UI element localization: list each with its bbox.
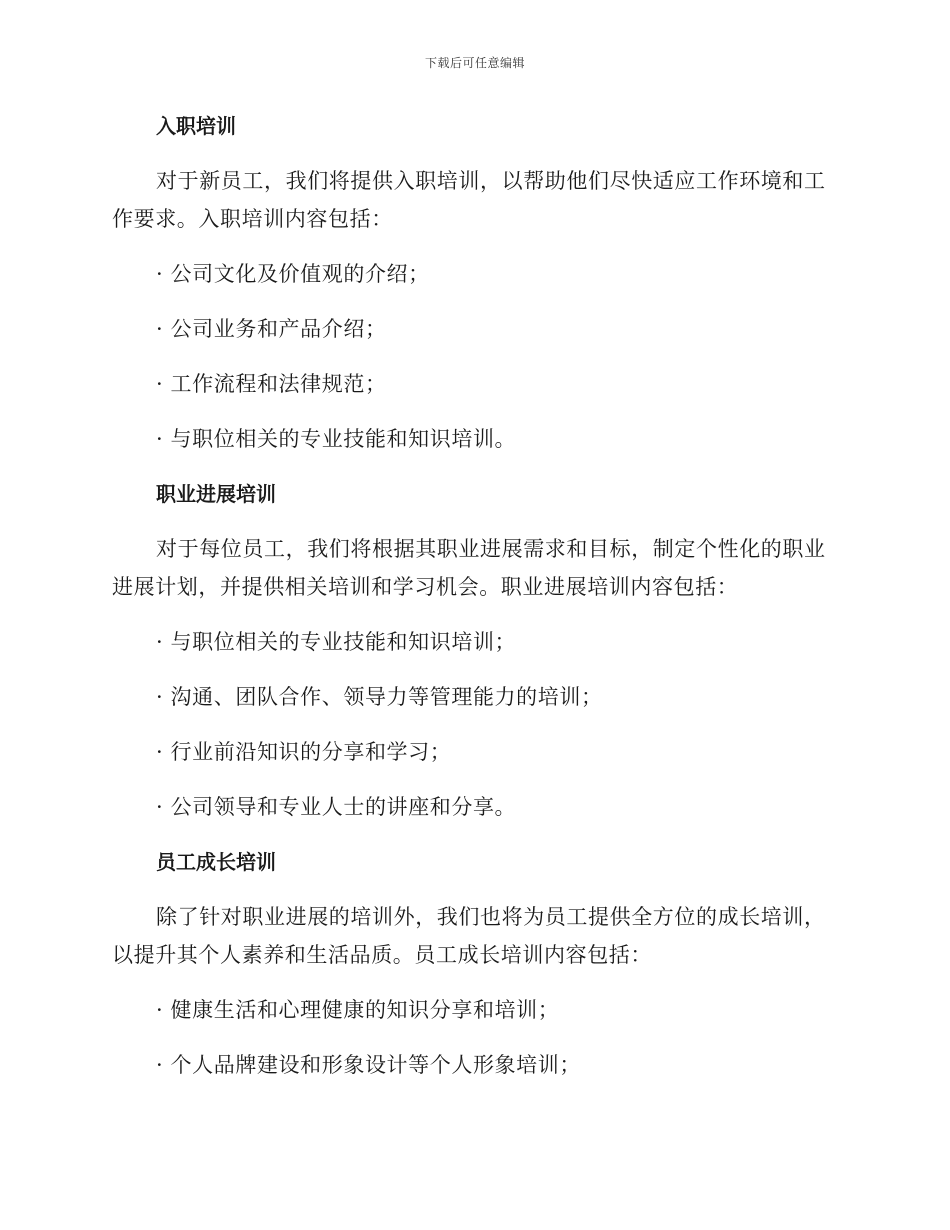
bullet-item: · 沟通、团队合作、领导力等管理能力的培训； [156,685,603,709]
header-note: 下载后可任意编辑 [424,56,525,70]
bullet-item: · 与职位相关的专业技能和知识培训。 [156,427,517,451]
document-body [112,108,840,1102]
bullet-item: · 与职位相关的专业技能和知识培训； [156,630,517,654]
section-heading: 员工成长培训 [156,850,276,874]
section-paragraph: 除了针对职业进展的培训外，我们也将为员工提供全方位的成长培训，以提升其个人素养和生活品质。员工成长培训内容包括： [112,905,826,967]
bullet-item: · 健康生活和心理健康的知识分享和培训； [156,998,560,1022]
bullet-item: · 工作流程和法律规范； [156,372,387,396]
section-employee-growth-training [112,844,840,1083]
bullet-item: · 个人品牌建设和形象设计等个人形象培训； [156,1053,581,1077]
bullet-item: · 公司领导和专业人士的讲座和分享。 [156,795,517,819]
section-career-development-training [112,476,840,825]
section-paragraph: 对于新员工，我们将提供入职培训，以帮助他们尽快适应工作环境和工作要求。入职培训内容包括： [112,169,826,231]
section-paragraph: 对于每位员工，我们将根据其职业进展需求和目标，制定个性化的职业进展计划，并提供相关培训和学习机会。职业进展培训内容包括： [112,537,826,599]
section-onboarding-training [112,108,840,457]
section-heading: 职业进展培训 [156,482,276,506]
bullet-item: · 公司业务和产品介绍； [156,317,387,341]
bullet-item: · 公司文化及价值观的介绍； [156,262,430,286]
section-heading: 入职培训 [156,114,236,138]
bullet-item: · 行业前沿知识的分享和学习； [156,740,452,764]
